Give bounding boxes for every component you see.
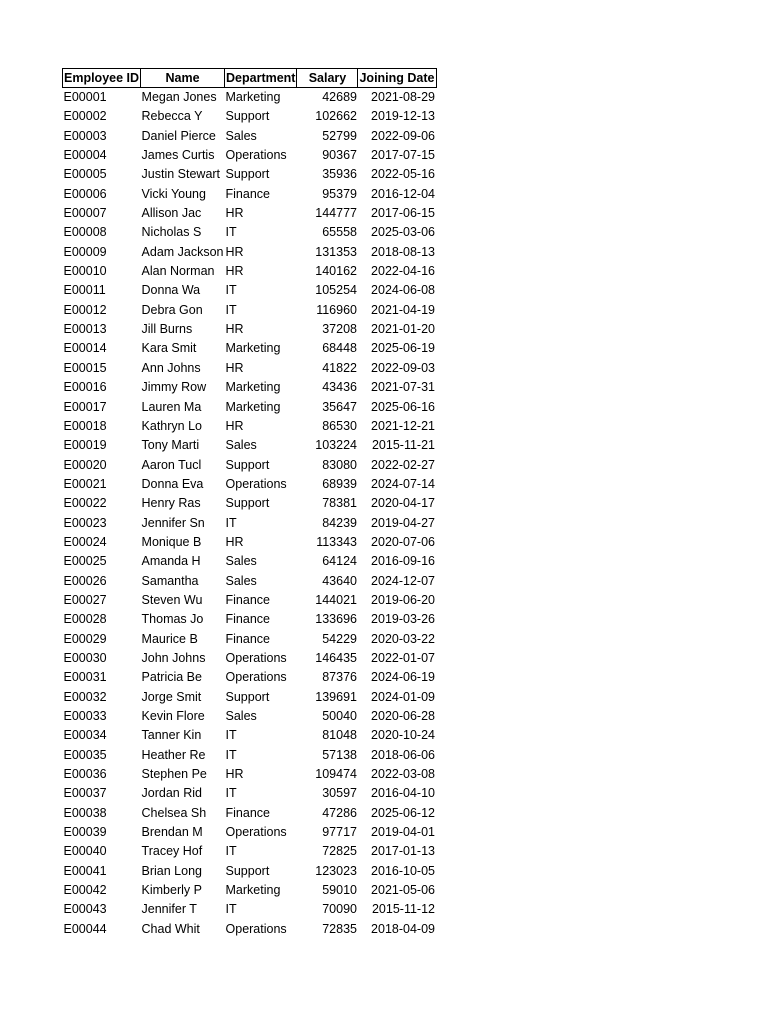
cell-department: IT bbox=[225, 283, 237, 298]
table-row bbox=[63, 746, 437, 765]
cell-joining-date: 2019-06-20 bbox=[371, 592, 435, 607]
cell-joining-date: 2016-12-04 bbox=[371, 186, 435, 201]
table-row bbox=[63, 127, 437, 146]
table-row bbox=[63, 552, 437, 571]
cell-employee-id: E00007 bbox=[63, 206, 107, 221]
table-row bbox=[63, 146, 437, 165]
cell-salary: 43640 bbox=[322, 573, 357, 588]
cell-employee-id: E00001 bbox=[63, 90, 107, 104]
cell-salary: 90367 bbox=[322, 148, 357, 163]
cell-joining-date: 2024-07-14 bbox=[371, 476, 435, 491]
cell-name: Thomas Jo bbox=[141, 612, 204, 627]
cell-salary: 72835 bbox=[322, 921, 357, 936]
cell-department: Support bbox=[225, 863, 270, 878]
cell-employee-id: E00019 bbox=[63, 438, 107, 453]
cell-joining-date: 2022-03-08 bbox=[371, 767, 435, 782]
cell-department: Sales bbox=[225, 438, 257, 453]
cell-name: Kimberly P bbox=[141, 883, 202, 898]
cell-salary: 102662 bbox=[315, 109, 357, 124]
cell-joining-date: 2025-06-12 bbox=[371, 805, 435, 820]
table-row bbox=[63, 494, 437, 513]
cell-joining-date: 2018-06-06 bbox=[371, 747, 435, 762]
cell-department: Sales bbox=[225, 554, 257, 569]
table-row bbox=[63, 610, 437, 629]
cell-name: Jimmy Row bbox=[141, 380, 207, 395]
cell-joining-date: 2024-01-09 bbox=[371, 689, 435, 704]
table-row bbox=[63, 823, 437, 842]
cell-employee-id: E00031 bbox=[63, 670, 107, 685]
cell-salary: 131353 bbox=[315, 244, 357, 259]
header-employee-id: Employee ID bbox=[63, 69, 141, 88]
cell-salary: 35647 bbox=[322, 399, 357, 414]
header-joining-date: Joining Date bbox=[358, 69, 436, 88]
cell-salary: 87376 bbox=[322, 670, 357, 685]
cell-joining-date: 2019-03-26 bbox=[371, 612, 435, 627]
cell-name: Chelsea Sh bbox=[141, 805, 207, 820]
cell-joining-date: 2016-09-16 bbox=[371, 554, 435, 569]
cell-salary: 37208 bbox=[322, 322, 357, 337]
cell-joining-date: 2024-06-19 bbox=[371, 670, 435, 685]
cell-employee-id: E00033 bbox=[63, 709, 107, 723]
table-row bbox=[63, 378, 437, 397]
cell-name: Kara Smit bbox=[141, 341, 197, 356]
cell-department: IT bbox=[225, 515, 237, 530]
cell-department: Operations bbox=[225, 670, 287, 685]
cell-employee-id: E00014 bbox=[63, 341, 107, 356]
cell-employee-id: E00010 bbox=[63, 264, 107, 279]
cell-joining-date: 2021-12-21 bbox=[371, 418, 435, 433]
cell-name: Daniel Pierce bbox=[141, 128, 216, 143]
cell-salary: 72825 bbox=[322, 844, 357, 859]
table-row bbox=[63, 398, 437, 417]
cell-department: Sales bbox=[225, 709, 257, 723]
cell-name: Debra Gon bbox=[141, 302, 203, 317]
cell-department: Marketing bbox=[225, 399, 281, 414]
cell-name: Chad Whit bbox=[141, 921, 200, 936]
cell-department: Finance bbox=[225, 805, 270, 820]
table-row bbox=[63, 862, 437, 881]
table-row bbox=[63, 320, 437, 339]
cell-department: IT bbox=[225, 786, 237, 801]
cell-salary: 42689 bbox=[322, 90, 357, 104]
cell-name: Samantha bbox=[141, 573, 199, 588]
cell-joining-date: 2015-11-12 bbox=[371, 902, 435, 917]
cell-employee-id: E00040 bbox=[63, 844, 107, 859]
cell-joining-date: 2017-06-15 bbox=[371, 206, 435, 221]
cell-joining-date: 2024-06-08 bbox=[371, 283, 435, 298]
cell-employee-id: E00035 bbox=[63, 747, 107, 762]
cell-salary: 84239 bbox=[322, 515, 357, 530]
cell-employee-id: E00015 bbox=[63, 360, 107, 375]
cell-salary: 109474 bbox=[315, 767, 357, 782]
cell-employee-id: E00024 bbox=[63, 534, 107, 549]
cell-salary: 54229 bbox=[322, 631, 357, 646]
cell-joining-date: 2016-04-10 bbox=[371, 786, 435, 801]
cell-salary: 47286 bbox=[322, 805, 357, 820]
cell-joining-date: 2022-04-16 bbox=[371, 264, 435, 279]
cell-name: Donna Eva bbox=[141, 476, 204, 491]
cell-name: Henry Ras bbox=[141, 496, 201, 511]
cell-joining-date: 2025-06-16 bbox=[371, 399, 435, 414]
cell-employee-id: E00042 bbox=[63, 883, 107, 898]
table-row bbox=[63, 262, 437, 281]
cell-salary: 64124 bbox=[322, 554, 357, 569]
cell-salary: 81048 bbox=[322, 728, 357, 743]
cell-employee-id: E00017 bbox=[63, 399, 107, 414]
table-row bbox=[63, 165, 437, 184]
cell-department: Support bbox=[225, 496, 270, 511]
cell-name: Jennifer T bbox=[141, 902, 197, 917]
cell-salary: 70090 bbox=[322, 902, 357, 917]
cell-department: Support bbox=[225, 167, 270, 182]
cell-name: Brendan M bbox=[141, 825, 203, 840]
cell-salary: 59010 bbox=[322, 883, 357, 898]
table-row bbox=[63, 185, 437, 204]
cell-joining-date: 2019-04-01 bbox=[371, 825, 435, 840]
table-row bbox=[63, 417, 437, 436]
cell-employee-id: E00025 bbox=[63, 554, 107, 569]
cell-name: John Johns bbox=[141, 650, 206, 665]
table-row bbox=[63, 243, 437, 262]
cell-joining-date: 2022-09-06 bbox=[371, 128, 435, 143]
cell-salary: 57138 bbox=[322, 747, 357, 762]
cell-department: Finance bbox=[225, 631, 270, 646]
cell-salary: 103224 bbox=[315, 438, 357, 453]
cell-salary: 144021 bbox=[315, 592, 357, 607]
cell-name: Amanda H bbox=[141, 554, 201, 569]
cell-employee-id: E00003 bbox=[63, 128, 107, 143]
table-row bbox=[63, 668, 437, 687]
cell-salary: 113343 bbox=[316, 534, 357, 549]
cell-department: IT bbox=[225, 902, 237, 917]
cell-salary: 35936 bbox=[322, 167, 357, 182]
cell-salary: 123023 bbox=[315, 863, 357, 878]
cell-employee-id: E00043 bbox=[63, 902, 107, 917]
cell-employee-id: E00036 bbox=[63, 767, 107, 782]
cell-joining-date: 2022-01-07 bbox=[371, 650, 435, 665]
cell-joining-date: 2017-07-15 bbox=[371, 148, 435, 163]
cell-name: Rebecca Y bbox=[141, 109, 203, 124]
cell-salary: 43436 bbox=[322, 380, 357, 395]
cell-name: Justin Stewart bbox=[141, 167, 221, 182]
cell-salary: 97717 bbox=[322, 825, 357, 840]
table-row bbox=[63, 339, 437, 358]
cell-department: Support bbox=[225, 689, 270, 704]
cell-name: Nicholas S bbox=[141, 225, 202, 240]
cell-joining-date: 2025-03-06 bbox=[371, 225, 435, 240]
cell-department: Operations bbox=[225, 825, 287, 840]
table-row bbox=[63, 591, 437, 610]
cell-employee-id: E00018 bbox=[63, 418, 107, 433]
cell-employee-id: E00022 bbox=[63, 496, 107, 511]
cell-salary: 95379 bbox=[322, 186, 357, 201]
table-row bbox=[63, 223, 437, 242]
cell-joining-date: 2015-11-21 bbox=[371, 438, 435, 453]
cell-salary: 146435 bbox=[315, 650, 357, 665]
cell-employee-id: E00013 bbox=[63, 322, 107, 337]
cell-joining-date: 2020-04-17 bbox=[371, 496, 435, 511]
cell-department: Finance bbox=[225, 612, 270, 627]
employee-table bbox=[62, 68, 437, 939]
cell-salary: 68939 bbox=[322, 476, 357, 491]
table-row bbox=[63, 514, 437, 533]
cell-name: Tony Marti bbox=[141, 438, 200, 453]
cell-name: Tracey Hof bbox=[141, 844, 203, 859]
cell-employee-id: E00027 bbox=[63, 592, 107, 607]
cell-department: Marketing bbox=[225, 883, 281, 898]
cell-joining-date: 2020-10-24 bbox=[371, 728, 435, 743]
cell-name: Vicki Young bbox=[141, 186, 206, 201]
cell-name: James Curtis bbox=[141, 148, 215, 163]
cell-joining-date: 2021-08-29 bbox=[371, 90, 435, 104]
cell-employee-id: E00002 bbox=[63, 109, 107, 124]
cell-joining-date: 2019-04-27 bbox=[371, 515, 435, 530]
cell-name: Jill Burns bbox=[141, 322, 193, 337]
cell-department: HR bbox=[225, 264, 244, 279]
cell-name: Jordan Rid bbox=[141, 786, 202, 801]
cell-department: HR bbox=[225, 322, 244, 337]
cell-name: Alan Norman bbox=[141, 264, 215, 279]
cell-salary: 78381 bbox=[322, 496, 357, 511]
cell-salary: 133696 bbox=[315, 612, 357, 627]
table-row bbox=[63, 630, 437, 649]
cell-joining-date: 2022-05-16 bbox=[371, 167, 435, 182]
table-row bbox=[63, 359, 437, 378]
cell-department: Marketing bbox=[225, 341, 281, 356]
cell-joining-date: 2021-04-19 bbox=[371, 302, 435, 317]
cell-joining-date: 2017-01-13 bbox=[371, 844, 435, 859]
cell-department: Finance bbox=[225, 186, 270, 201]
cell-department: HR bbox=[225, 534, 244, 549]
cell-salary: 50040 bbox=[322, 709, 357, 723]
table-row bbox=[63, 881, 437, 900]
table-row bbox=[63, 533, 437, 552]
table-row bbox=[63, 649, 437, 668]
cell-employee-id: E00011 bbox=[63, 283, 106, 298]
cell-employee-id: E00038 bbox=[63, 805, 107, 820]
cell-name: Stephen Pe bbox=[141, 767, 207, 782]
header-salary: Salary bbox=[297, 69, 358, 88]
table-row bbox=[63, 920, 437, 939]
cell-employee-id: E00028 bbox=[63, 612, 107, 627]
cell-joining-date: 2025-06-19 bbox=[371, 341, 435, 356]
table-body bbox=[63, 88, 437, 940]
cell-employee-id: E00006 bbox=[63, 186, 107, 201]
table-row bbox=[63, 88, 437, 108]
table-row bbox=[63, 572, 437, 591]
cell-salary: 83080 bbox=[322, 457, 357, 472]
cell-name: Monique B bbox=[141, 534, 202, 549]
cell-joining-date: 2016-10-05 bbox=[371, 863, 435, 878]
cell-name: Lauren Ma bbox=[141, 399, 202, 414]
cell-joining-date: 2024-12-07 bbox=[371, 573, 435, 588]
cell-department: Support bbox=[225, 109, 270, 124]
cell-employee-id: E00044 bbox=[63, 921, 107, 936]
cell-salary: 52799 bbox=[322, 128, 357, 143]
cell-name: Patricia Be bbox=[141, 670, 202, 685]
header-department: Department bbox=[225, 69, 297, 88]
cell-employee-id: E00012 bbox=[63, 302, 107, 317]
header-row bbox=[63, 69, 437, 88]
cell-department: Operations bbox=[225, 148, 287, 163]
cell-salary: 30597 bbox=[322, 786, 357, 801]
cell-department: Finance bbox=[225, 592, 270, 607]
cell-employee-id: E00030 bbox=[63, 650, 107, 665]
cell-employee-id: E00029 bbox=[63, 631, 107, 646]
cell-name: Kevin Flore bbox=[141, 709, 205, 723]
cell-department: HR bbox=[225, 418, 244, 433]
cell-employee-id: E00041 bbox=[63, 863, 107, 878]
cell-joining-date: 2020-03-22 bbox=[371, 631, 435, 646]
table-row bbox=[63, 688, 437, 707]
cell-employee-id: E00020 bbox=[63, 457, 107, 472]
table-row bbox=[63, 107, 437, 126]
cell-department: HR bbox=[225, 244, 244, 259]
table-row bbox=[63, 726, 437, 745]
table-row bbox=[63, 842, 437, 861]
cell-employee-id: E00005 bbox=[63, 167, 107, 182]
cell-department: IT bbox=[225, 225, 237, 240]
cell-name: Maurice B bbox=[141, 631, 198, 646]
cell-department: Sales bbox=[225, 573, 257, 588]
cell-department: HR bbox=[225, 767, 244, 782]
cell-salary: 86530 bbox=[322, 418, 357, 433]
cell-employee-id: E00032 bbox=[63, 689, 107, 704]
cell-salary: 116960 bbox=[316, 302, 357, 317]
cell-department: Marketing bbox=[225, 90, 281, 104]
cell-name: Ann Johns bbox=[141, 360, 201, 375]
cell-employee-id: E00039 bbox=[63, 825, 107, 840]
spreadsheet-page bbox=[62, 68, 437, 939]
cell-joining-date: 2021-01-20 bbox=[371, 322, 435, 337]
cell-employee-id: E00004 bbox=[63, 148, 107, 163]
cell-joining-date: 2020-07-06 bbox=[371, 534, 435, 549]
cell-name: Jorge Smit bbox=[141, 689, 202, 704]
cell-department: Marketing bbox=[225, 380, 281, 395]
cell-name: Adam Jackson bbox=[141, 244, 224, 259]
table-row bbox=[63, 765, 437, 784]
cell-name: Aaron Tucl bbox=[141, 457, 202, 472]
table-row bbox=[63, 900, 437, 919]
cell-department: Operations bbox=[225, 921, 287, 936]
cell-employee-id: E00034 bbox=[63, 728, 107, 743]
cell-department: Operations bbox=[225, 650, 287, 665]
cell-employee-id: E00008 bbox=[63, 225, 107, 240]
cell-salary: 140162 bbox=[315, 264, 357, 279]
cell-department: Sales bbox=[225, 128, 257, 143]
cell-name: Steven Wu bbox=[141, 592, 203, 607]
table-row bbox=[63, 475, 437, 494]
table-row bbox=[63, 784, 437, 803]
table-row bbox=[63, 456, 437, 475]
cell-employee-id: E00037 bbox=[63, 786, 107, 801]
cell-joining-date: 2020-06-28 bbox=[371, 709, 435, 723]
cell-employee-id: E00021 bbox=[63, 476, 107, 491]
table-row bbox=[63, 301, 437, 320]
table-row bbox=[63, 707, 437, 726]
cell-employee-id: E00009 bbox=[63, 244, 107, 259]
cell-salary: 144777 bbox=[315, 206, 357, 221]
cell-department: IT bbox=[225, 747, 237, 762]
cell-department: IT bbox=[225, 844, 237, 859]
cell-name: Heather Re bbox=[141, 747, 206, 762]
table-row bbox=[63, 804, 437, 823]
cell-name: Jennifer Sn bbox=[141, 515, 205, 530]
cell-salary: 139691 bbox=[315, 689, 357, 704]
cell-name: Kathryn Lo bbox=[141, 418, 202, 433]
cell-department: Operations bbox=[225, 476, 287, 491]
cell-department: HR bbox=[225, 206, 244, 221]
cell-name: Megan Jones bbox=[141, 90, 217, 104]
cell-joining-date: 2018-08-13 bbox=[371, 244, 435, 259]
header-name: Name bbox=[141, 69, 225, 88]
cell-department: Support bbox=[225, 457, 270, 472]
cell-joining-date: 2021-05-06 bbox=[371, 883, 435, 898]
cell-employee-id: E00026 bbox=[63, 573, 107, 588]
cell-name: Allison Jac bbox=[141, 206, 202, 221]
cell-name: Tanner Kin bbox=[141, 728, 202, 743]
cell-salary: 41822 bbox=[322, 360, 357, 375]
cell-name: Donna Wa bbox=[141, 283, 201, 298]
table-row bbox=[63, 281, 437, 300]
cell-joining-date: 2019-12-13 bbox=[371, 109, 435, 124]
cell-salary: 68448 bbox=[322, 341, 357, 356]
cell-department: IT bbox=[225, 302, 237, 317]
cell-salary: 105254 bbox=[315, 283, 357, 298]
cell-salary: 65558 bbox=[322, 225, 357, 240]
cell-department: HR bbox=[225, 360, 244, 375]
table-row bbox=[63, 436, 437, 455]
cell-department: IT bbox=[225, 728, 237, 743]
cell-employee-id: E00016 bbox=[63, 380, 107, 395]
cell-name: Brian Long bbox=[141, 863, 202, 878]
cell-joining-date: 2022-09-03 bbox=[371, 360, 435, 375]
cell-joining-date: 2021-07-31 bbox=[371, 380, 435, 395]
table-row bbox=[63, 204, 437, 223]
cell-employee-id: E00023 bbox=[63, 515, 107, 530]
cell-joining-date: 2022-02-27 bbox=[371, 457, 435, 472]
cell-joining-date: 2018-04-09 bbox=[371, 921, 435, 936]
